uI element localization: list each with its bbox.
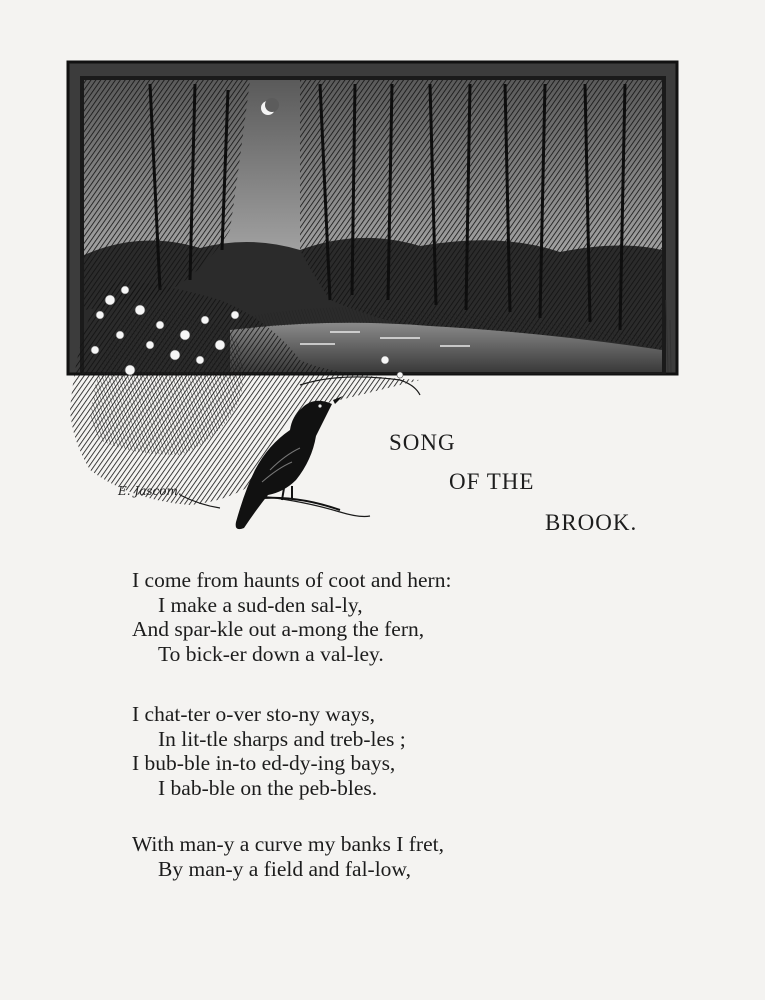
verse-line: I bub-ble in-to ed-dy-ing bays, [132,751,396,775]
stanza-2 [132,702,406,800]
title-line-1: SONG [389,430,456,455]
verse-line: And spar-kle out a-mong the fern, [132,617,425,641]
verse-line: To bick-er down a val-ley. [158,641,384,666]
artist-signature: E. Jascom. [118,484,182,498]
verse-line: With man-y a curve my banks I fret, [132,832,444,856]
verse-line: By man-y a field and fal-low, [158,856,411,881]
title-line-3: BROOK. [545,510,638,535]
stanza-1 [132,568,451,666]
verse-line: I come from haunts of coot and hern: [132,568,452,592]
verse-line: I make a sud-den sal-ly, [158,592,363,617]
title-line-2: OF THE [449,469,535,494]
verse-line: I chat-ter o-ver sto-ny ways, [132,702,375,726]
verse-line: In lit-tle sharps and treb-les ; [158,726,406,751]
stanza-3 [132,832,444,881]
verse-line: I bab-ble on the peb-bles. [158,775,378,800]
